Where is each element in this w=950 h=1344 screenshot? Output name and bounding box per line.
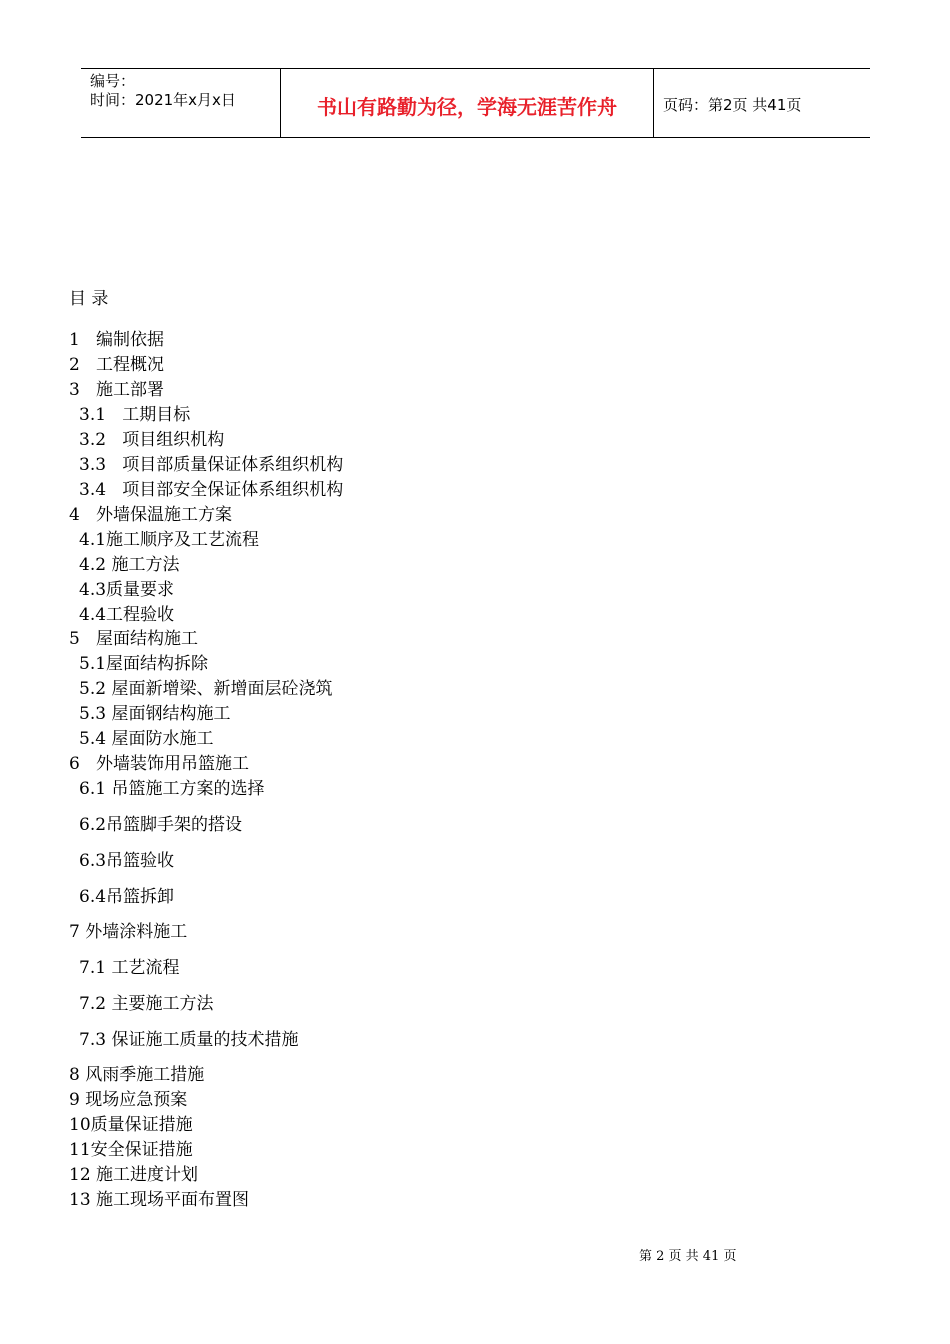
toc-item: 3 施工部署: [69, 380, 165, 400]
toc-item: 6.1 吊篮施工方案的选择: [79, 779, 265, 799]
page-footer: 第 2 页 共 41 页: [639, 1249, 737, 1264]
toc-item: 5 屋面结构施工: [69, 629, 199, 649]
toc-item: 4.4工程验收: [79, 605, 175, 625]
header-meta-cell: [81, 69, 281, 137]
toc-item: 1 编制依据: [69, 330, 165, 350]
toc-item: 5.4 屋面防水施工: [79, 729, 214, 749]
number-label: 编号：: [90, 72, 136, 90]
toc-item: 13 施工现场平面布置图: [69, 1190, 250, 1210]
toc-title: 目 录: [69, 289, 109, 309]
toc-item: 6.2吊篮脚手架的搭设: [79, 815, 243, 835]
toc-item: 7.3 保证施工质量的技术措施: [79, 1030, 299, 1050]
toc-item: 10质量保证措施: [69, 1115, 193, 1135]
document-header: [81, 68, 870, 138]
toc-item: 7.2 主要施工方法: [79, 994, 214, 1014]
toc-item: 12 施工进度计划: [69, 1165, 199, 1185]
time-label: 时间：2021年x月x日: [90, 91, 236, 109]
toc-item: 7 外墙涂料施工: [69, 922, 188, 942]
toc-item: 9 现场应急预案: [69, 1090, 188, 1110]
toc-item: 4.3质量要求: [79, 580, 175, 600]
toc-item: 3.2 项目组织机构: [79, 430, 225, 450]
toc-item: 2 工程概况: [69, 355, 165, 375]
toc-item: 3.3 项目部质量保证体系组织机构: [79, 455, 344, 475]
header-motto: 书山有路勤为径，学海无涯苦作舟: [281, 69, 654, 137]
toc-item: 8 风雨季施工措施: [69, 1065, 205, 1085]
toc-item: 5.2 屋面新增梁、新增面层砼浇筑: [79, 679, 333, 699]
toc-item: 5.3 屋面钢结构施工: [79, 704, 231, 724]
toc-item: 3.4 项目部安全保证体系组织机构: [79, 480, 344, 500]
toc-item: 4.1施工顺序及工艺流程: [79, 530, 260, 550]
toc-item: 7.1 工艺流程: [79, 958, 180, 978]
toc-item: 4 外墙保温施工方案: [69, 505, 233, 525]
toc-item: 3.1 工期目标: [79, 405, 191, 425]
header-page-info: 页码：第2页 共41页: [663, 95, 802, 114]
toc-item: 5.1屋面结构拆除: [79, 654, 209, 674]
toc-item: 6 外墙装饰用吊篮施工: [69, 754, 250, 774]
toc-item: 11安全保证措施: [69, 1140, 193, 1160]
toc-item: 4.2 施工方法: [79, 555, 180, 575]
toc-item: 6.3吊篮验收: [79, 851, 175, 871]
toc-item: 6.4吊篮拆卸: [79, 887, 175, 907]
